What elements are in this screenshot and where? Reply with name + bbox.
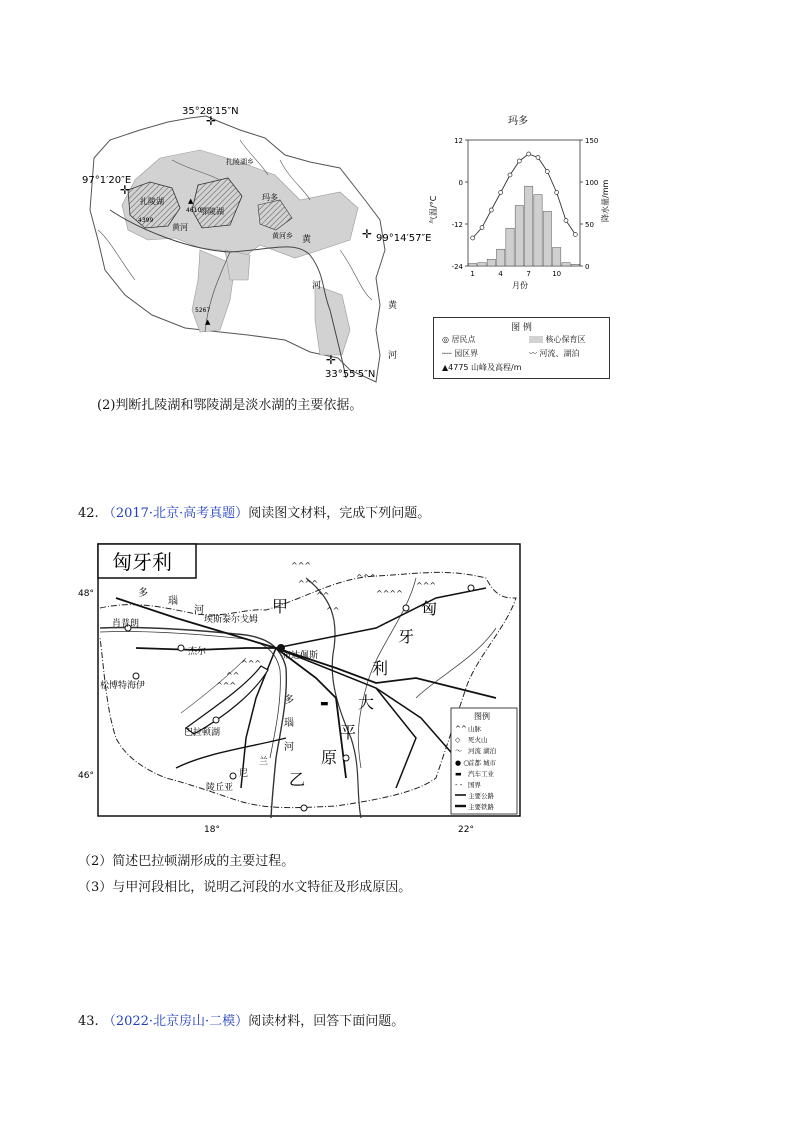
x-tick-label: 10 bbox=[552, 270, 562, 278]
city-gyor: 杰尔 bbox=[188, 647, 207, 657]
svg-text:汽车工业: 汽车工业 bbox=[468, 770, 494, 778]
svg-text:主要公路: 主要公路 bbox=[468, 792, 494, 800]
q42-header bbox=[78, 505, 430, 523]
legend-title: 图 例 bbox=[511, 323, 532, 333]
temp-point bbox=[517, 159, 521, 163]
precip-bar bbox=[562, 263, 570, 266]
legend-item: 核心保育区 bbox=[529, 334, 586, 345]
temp-point bbox=[499, 191, 503, 195]
temp-point bbox=[489, 208, 493, 212]
climate-chart bbox=[420, 112, 620, 297]
left-tick-label: -24 bbox=[451, 263, 463, 271]
temp-line bbox=[473, 154, 576, 238]
legend-title: 图例 bbox=[474, 712, 490, 721]
question-number: 42. bbox=[78, 506, 99, 521]
precip-bar bbox=[553, 248, 561, 266]
svg-text:^^^: ^^^ bbox=[298, 579, 319, 588]
river-char: 河 bbox=[284, 742, 294, 753]
temp-point bbox=[545, 170, 549, 174]
river-icon: 〰 bbox=[529, 349, 540, 358]
x-tick-label: 4 bbox=[498, 270, 503, 278]
temp-point bbox=[536, 156, 540, 160]
coord-bottom: 33°55′5″N bbox=[325, 369, 376, 380]
right-tick-label: 150 bbox=[585, 137, 599, 145]
svg-text:^^: ^^ bbox=[316, 591, 330, 600]
peak-icon: ▲ bbox=[205, 318, 211, 326]
label-jia: 甲 bbox=[272, 597, 289, 616]
svg-text:^^: ^^ bbox=[326, 606, 340, 615]
map1-legend bbox=[433, 317, 610, 379]
label-huanghe1: 黄河 bbox=[172, 223, 188, 232]
question-source-link[interactable]: （2017·北京·高考真题） bbox=[102, 506, 249, 521]
label-lan: 兰 bbox=[259, 757, 269, 767]
precip-bar bbox=[497, 249, 505, 266]
svg-text:国界: 国界 bbox=[468, 781, 481, 789]
x-tick-label: 1 bbox=[470, 270, 475, 278]
river-char: 多 bbox=[138, 588, 148, 599]
river-char: 瑙 bbox=[168, 596, 178, 607]
svg-text:^^^: ^^^ bbox=[416, 581, 437, 590]
temp-point bbox=[527, 152, 531, 156]
settlement-icon: ◎ bbox=[442, 335, 452, 344]
river-char: 多 bbox=[284, 695, 294, 706]
temp-point bbox=[555, 191, 559, 195]
label-zhalingxiang: 扎陵湖乡 bbox=[226, 158, 254, 166]
plot-frame bbox=[468, 140, 580, 266]
svg-text:^^^^: ^^^^ bbox=[376, 589, 403, 598]
svg-text:主要铁路: 主要铁路 bbox=[468, 803, 494, 811]
label-zhaling: 扎陵湖 bbox=[140, 197, 164, 206]
city-szombathely: 松博特海伊 bbox=[100, 681, 146, 691]
label-he-a: 河 bbox=[312, 281, 322, 291]
city-budapest: 布达佩斯 bbox=[282, 651, 319, 661]
svg-text:首都 城市: 首都 城市 bbox=[468, 759, 497, 767]
coord-bottom-marker: ✛ bbox=[326, 353, 337, 367]
mountain-icon: ^^ bbox=[455, 725, 467, 733]
left-tick-label: 0 bbox=[458, 179, 463, 187]
peak-icon: ▲ bbox=[188, 197, 194, 205]
chart-xlabel: 月份 bbox=[512, 281, 528, 290]
car-industry-icon: ▬ bbox=[455, 770, 462, 778]
car-industry-icon: ▬ bbox=[320, 699, 329, 709]
q43-header bbox=[78, 1013, 404, 1031]
city-pecs: 陵丘亚 bbox=[206, 783, 234, 793]
label-balaton: 巴拉顿湖 bbox=[184, 728, 221, 738]
label-peak1: 4610 bbox=[186, 207, 202, 214]
hungary-map bbox=[76, 538, 526, 838]
left-tick-label: 12 bbox=[454, 137, 463, 145]
lon-right: 22° bbox=[458, 825, 474, 835]
coord-left-marker: ✛ bbox=[120, 183, 131, 197]
precip-bar bbox=[534, 195, 542, 266]
q42-sub2: （2）简述巴拉顿湖形成的主要过程。 bbox=[78, 854, 295, 869]
label-he-b: 河 bbox=[388, 351, 398, 361]
right-tick-label: 50 bbox=[585, 221, 594, 229]
svg-text:死火山: 死火山 bbox=[468, 736, 488, 744]
temp-point bbox=[564, 219, 568, 223]
coord-right: 99°14′57″E bbox=[376, 233, 432, 244]
label-xiong: 匈 bbox=[421, 599, 438, 618]
coord-top-marker: ✛ bbox=[206, 114, 217, 128]
coord-right-marker: ✛ bbox=[362, 227, 373, 241]
map-title: 匈牙利 bbox=[112, 550, 172, 574]
label-huang-a: 黄 bbox=[302, 235, 312, 245]
precip-bar bbox=[525, 186, 533, 266]
label-ping: 平 bbox=[340, 723, 357, 742]
precip-bar bbox=[487, 259, 495, 266]
label-maduo: 玛多 bbox=[262, 193, 278, 202]
svg-text:山脉: 山脉 bbox=[468, 725, 481, 733]
temp-point bbox=[471, 236, 475, 240]
lat-top: 48° bbox=[78, 589, 94, 599]
question-instruction: 阅读材料，回答下面问题。 bbox=[248, 1014, 405, 1029]
svg-text:^^^: ^^^ bbox=[356, 573, 377, 582]
boundary-icon: ┄┄ bbox=[442, 349, 455, 358]
label-yi: 乙 bbox=[289, 770, 306, 789]
precip-bar bbox=[571, 264, 579, 266]
yellow-river-source-map bbox=[80, 100, 440, 385]
capital-city-icon: ● ○ bbox=[455, 759, 470, 767]
precip-bar bbox=[543, 211, 551, 266]
x-tick-label: 7 bbox=[526, 270, 531, 278]
city-esztergom: 埃斯泰尔戈姆 bbox=[204, 615, 259, 625]
precip-bar bbox=[506, 228, 514, 266]
label-ni: 尼 bbox=[239, 769, 249, 779]
question-source-link[interactable]: （2022·北京房山·二模） bbox=[102, 1014, 249, 1029]
river-lake-icon: 〜 bbox=[455, 747, 462, 755]
label-eling: 鄂陵湖 bbox=[200, 207, 224, 216]
volcano-icon: ◇ bbox=[455, 736, 461, 744]
chart-ylabel-left: 气温/°C bbox=[429, 195, 438, 224]
svg-text:^^^: ^^^ bbox=[241, 659, 262, 668]
label-yuan: 原 bbox=[321, 748, 338, 767]
svg-text:^^^: ^^^ bbox=[216, 681, 237, 690]
label-li: 利 bbox=[372, 659, 389, 678]
label-peak2: 4399 bbox=[138, 217, 154, 224]
legend-item: 〰 河流、湖泊 bbox=[529, 349, 580, 358]
peak-icon: ▲ bbox=[442, 363, 449, 372]
precip-bar bbox=[515, 206, 523, 266]
svg-text:^^: ^^ bbox=[226, 671, 240, 680]
river-char: 瑙 bbox=[284, 718, 294, 729]
temp-point bbox=[573, 233, 577, 237]
river-char: 河 bbox=[194, 605, 204, 616]
chart-ylabel-right: 降水量/mm bbox=[601, 179, 610, 222]
legend-item: ▲4775 山峰及高程/m bbox=[442, 363, 522, 372]
chart-title: 玛多 bbox=[508, 116, 528, 127]
question-instruction: 阅读图文材料，完成下列问题。 bbox=[248, 506, 431, 521]
temp-point bbox=[508, 173, 512, 177]
label-da: 大 bbox=[358, 693, 375, 712]
q42-sub3: （3）与甲河段相比，说明乙河段的水文特征及形成原因。 bbox=[78, 880, 412, 895]
coord-left: 97°1′20″E bbox=[82, 175, 132, 186]
hungary-legend bbox=[451, 708, 517, 814]
svg-text:河流 湖泊: 河流 湖泊 bbox=[468, 747, 497, 755]
lat-bottom: 46° bbox=[78, 771, 94, 781]
label-huanghe2: 黄河乡 bbox=[272, 232, 293, 240]
q41-sub2: (2)判断扎陵湖和鄂陵湖是淡水湖的主要依据。 bbox=[97, 398, 363, 413]
core-zone-icon bbox=[529, 336, 543, 343]
precip-bar bbox=[478, 263, 486, 266]
left-tick-label: -12 bbox=[451, 221, 463, 229]
label-huang-b: 黄 bbox=[388, 301, 398, 311]
temp-point bbox=[480, 226, 484, 230]
border-icon: ‐ ‐ bbox=[455, 781, 463, 789]
label-peak3: 5267 bbox=[195, 307, 211, 314]
svg-text:^^^: ^^^ bbox=[291, 561, 312, 570]
legend-item: ┄┄ 园区界 bbox=[442, 349, 479, 358]
lon-left: 18° bbox=[204, 825, 220, 835]
question-number: 43. bbox=[78, 1014, 99, 1029]
label-ya: 牙 bbox=[398, 627, 415, 646]
city-sopron: 肖普朗 bbox=[112, 619, 140, 629]
coord-top: 35°28′15″N bbox=[182, 106, 239, 117]
precip-bar bbox=[469, 263, 477, 266]
right-tick-label: 0 bbox=[585, 263, 590, 271]
legend-item: ◎ 居民点 bbox=[442, 335, 476, 344]
right-tick-label: 100 bbox=[585, 179, 599, 187]
